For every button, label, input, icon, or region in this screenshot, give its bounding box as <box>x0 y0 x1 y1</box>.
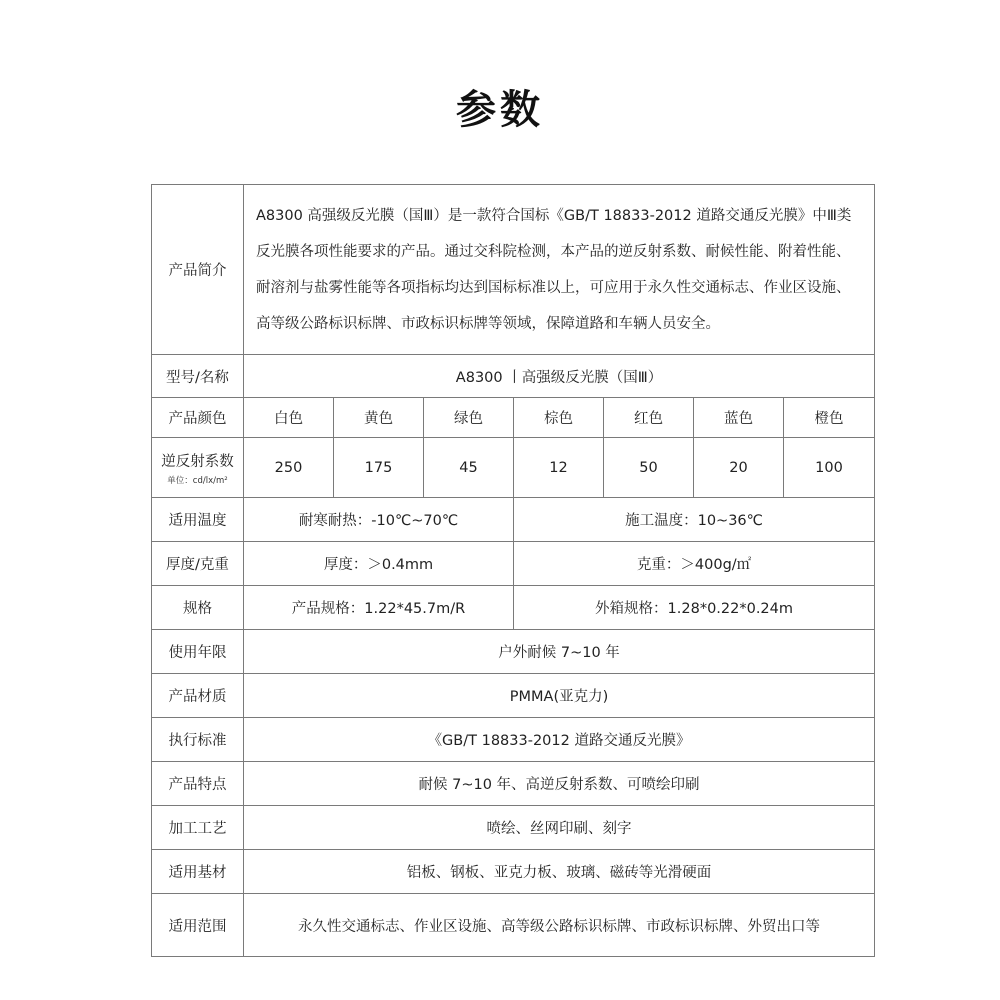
retro-cell: 100 <box>784 438 875 498</box>
temperature-row <box>152 498 875 542</box>
material-label: 产品材质 <box>152 674 244 718</box>
color-cell: 黄色 <box>334 398 424 438</box>
color-cell: 白色 <box>244 398 334 438</box>
scope-label: 适用范围 <box>152 894 244 957</box>
thickness-label: 厚度/克重 <box>152 542 244 586</box>
temperature-label: 适用温度 <box>152 498 244 542</box>
color-row <box>152 398 875 438</box>
standard-row <box>152 718 875 762</box>
standard-value: 《GB/T 18833-2012 道路交通反光膜》 <box>244 718 875 762</box>
standard-label: 执行标准 <box>152 718 244 762</box>
life-value: 户外耐候 7~10 年 <box>244 630 875 674</box>
retro-cell: 50 <box>604 438 694 498</box>
model-row <box>152 355 875 398</box>
intro-label: 产品简介 <box>152 185 244 355</box>
substrate-value: 铝板、钢板、亚克力板、玻璃、磁砖等光滑硬面 <box>244 850 875 894</box>
thickness-right: 克重：＞400g/㎡ <box>514 542 875 586</box>
color-cell: 棕色 <box>514 398 604 438</box>
substrate-label: 适用基材 <box>152 850 244 894</box>
scope-row <box>152 894 875 957</box>
features-label: 产品特点 <box>152 762 244 806</box>
spec-right: 外箱规格：1.28*0.22*0.24m <box>514 586 875 630</box>
retro-unit: 单位：cd/lx/m² <box>167 475 228 486</box>
model-label: 型号/名称 <box>152 355 244 398</box>
processing-value: 喷绘、丝网印刷、刻字 <box>244 806 875 850</box>
color-cell: 蓝色 <box>694 398 784 438</box>
retro-cell: 175 <box>334 438 424 498</box>
model-value: A8300 丨高强级反光膜（国Ⅲ） <box>244 355 875 398</box>
retro-cell: 45 <box>424 438 514 498</box>
features-value: 耐候 7~10 年、高逆反射系数、可喷绘印刷 <box>244 762 875 806</box>
processing-row <box>152 806 875 850</box>
temperature-right: 施工温度：10~36℃ <box>514 498 875 542</box>
spec-row <box>152 586 875 630</box>
spec-table <box>151 184 875 957</box>
material-row <box>152 674 875 718</box>
color-label: 产品颜色 <box>152 398 244 438</box>
intro-text: A8300 高强级反光膜（国Ⅲ）是一款符合国标《GB/T 18833-2012 道路交通反光膜》中Ⅲ类反光膜各项性能要求的产品。通过交科院检测，本产品的逆反射系数、耐候性能、附着性能、耐溶剂与盐雾性能等各项指标均达到国标标准以上，可应用于永久性交通标志、作业区设施、高等级公路标识标牌、市政标识标牌等领域，保障道路和车辆人员安全。 <box>244 185 875 355</box>
life-label: 使用年限 <box>152 630 244 674</box>
retro-label: 逆反射系数 <box>161 453 234 470</box>
retro-cell: 20 <box>694 438 784 498</box>
life-row <box>152 630 875 674</box>
spec-left: 产品规格：1.22*45.7m/R <box>244 586 514 630</box>
scope-value: 永久性交通标志、作业区设施、高等级公路标识标牌、市政标识标牌、外贸出口等 <box>244 894 875 957</box>
retro-cell: 250 <box>244 438 334 498</box>
substrate-row <box>152 850 875 894</box>
thickness-left: 厚度：＞0.4mm <box>244 542 514 586</box>
temperature-left: 耐寒耐热：-10℃~70℃ <box>244 498 514 542</box>
spec-label: 规格 <box>152 586 244 630</box>
intro-row <box>152 185 875 355</box>
retro-row <box>152 438 875 498</box>
color-cell: 绿色 <box>424 398 514 438</box>
features-row <box>152 762 875 806</box>
thickness-row <box>152 542 875 586</box>
retro-cell: 12 <box>514 438 604 498</box>
color-cell: 橙色 <box>784 398 875 438</box>
color-cell: 红色 <box>604 398 694 438</box>
material-value: PMMA(亚克力) <box>244 674 875 718</box>
page-title: 参数 <box>456 87 544 133</box>
processing-label: 加工工艺 <box>152 806 244 850</box>
retro-label-cell <box>152 438 244 498</box>
